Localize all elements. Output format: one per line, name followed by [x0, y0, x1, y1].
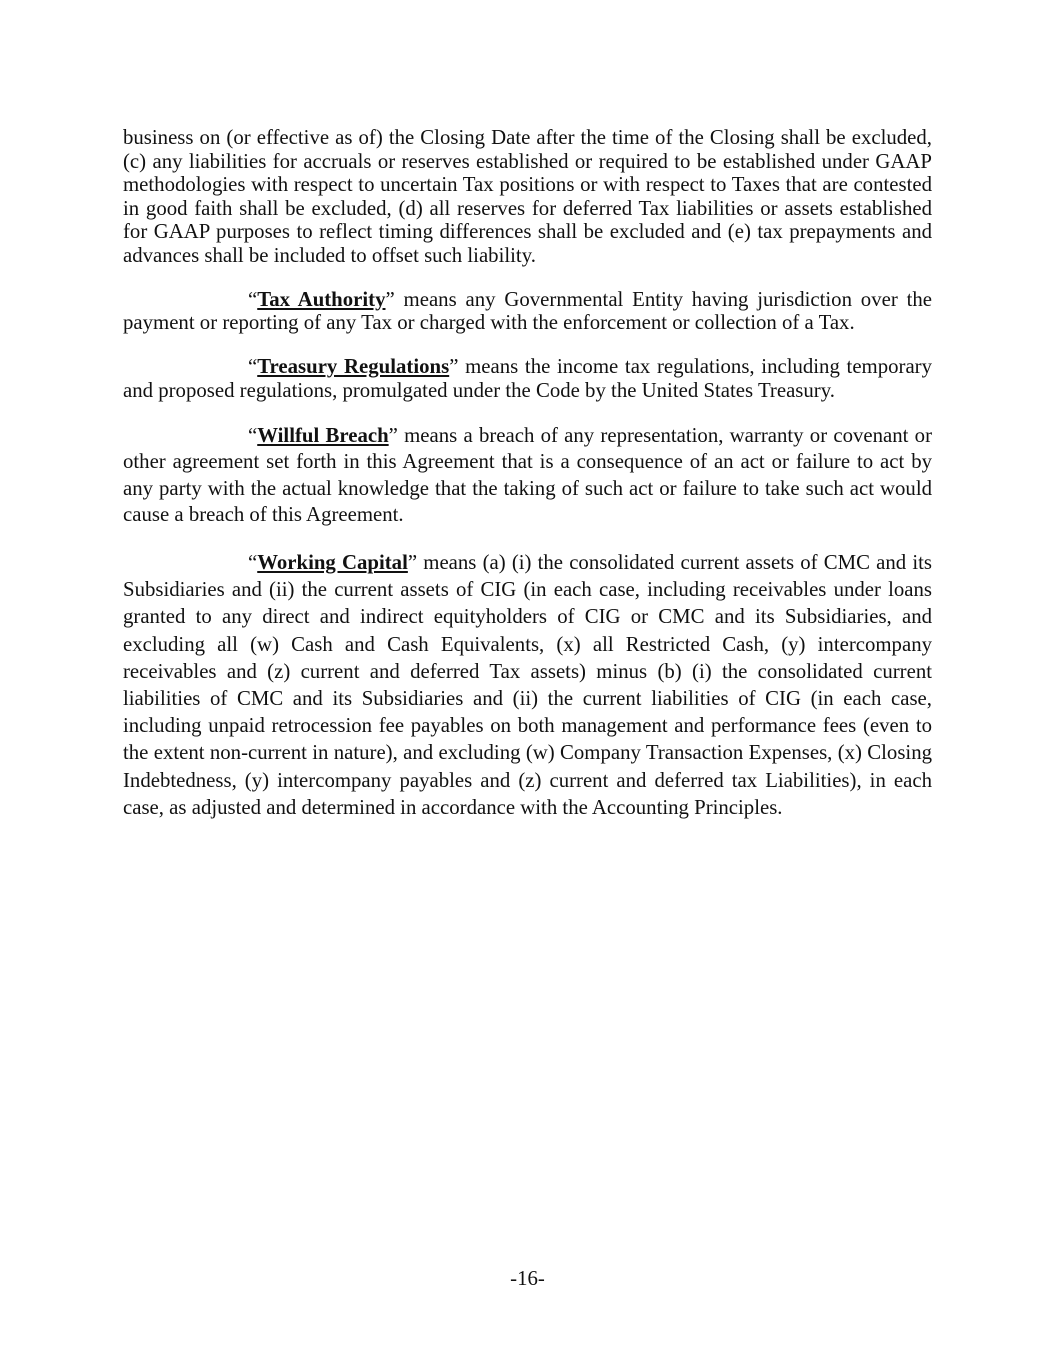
- definition-body: means the income tax regulations, including temporary and proposed regulations, promulgated under the Code by the United States Treasury.: [123, 355, 933, 402]
- defined-term-working-capital: Working Capital: [257, 551, 408, 574]
- defined-term-willful-breach: Willful Breach: [257, 423, 389, 447]
- close-quote: ”: [449, 355, 459, 378]
- definition-paragraph-treasury-regulations: [123, 355, 932, 402]
- close-quote: ”: [385, 287, 395, 311]
- defined-term-treasury-regulations: Treasury Regulations: [257, 355, 450, 378]
- definition-paragraph-working-capital: [123, 549, 932, 821]
- defined-term-tax-authority: Tax Authority: [257, 287, 386, 311]
- open-quote: “: [248, 423, 258, 447]
- open-quote: “: [248, 355, 258, 378]
- continuation-paragraph: business on (or effective as of) the Closing Date after the time of the Closing shall be excluded, (c) any liabilities for accruals or reserves established or required to be established under GAAP methodologies with respect to uncertain Tax positions or with respect to Taxes that are contested in good faith shall be excluded, (d) all reserves for deferred Tax liabilities or assets established for GAAP purposes to reflect timing differences shall be excluded and (e) tax prepayments and advances shall be included to offset such liability.: [123, 126, 932, 267]
- definition-body: means any Governmental Entity having jurisdiction over the payment or reporting of any Tax or charged with the enforcement or collection of a Tax.: [123, 287, 932, 334]
- definition-paragraph-willful-breach: [123, 423, 932, 529]
- text-block: [123, 126, 932, 821]
- open-quote: “: [248, 551, 258, 574]
- definition-paragraph-tax-authority: [123, 288, 932, 335]
- definition-body: means a breach of any representation, warranty or covenant or other agreement set forth in this Agreement that is a consequence of an act or failure to act by any party with the actual knowledge that the taking of such act or failure to take such act would cause a breach of this Agreement.: [123, 423, 932, 526]
- open-quote: “: [248, 287, 258, 311]
- page-number: -16-: [510, 1267, 545, 1290]
- close-quote: ”: [388, 423, 398, 447]
- definition-body: means (a) (i) the consolidated current assets of CMC and its Subsidiaries and (ii) the current assets of CIG (in each case, including receivables under loans granted to any direct and indirect equityholders of CIG or CMC and its Subsidiaries, and excluding all (w) Cash and Cash Equivalents, (x) all Restricted Cash, (y) intercompany receivables and (z) current and deferred Tax assets) minus (b) (i) the consolidated current liabilities of CMC and its Subsidiaries and (ii) the current liabilities of CIG (in each case, including unpaid retrocession fee payables on both management and performance fees (even to the extent non-current in nature), and excluding (w) Company Transaction Expenses, (x) Closing Indebtedness, (y) intercompany payables and (z) current and deferred tax Liabilities), in each case, as adjusted and determined in accordance with the Accounting Principles.: [123, 551, 932, 819]
- close-quote: ”: [407, 551, 418, 574]
